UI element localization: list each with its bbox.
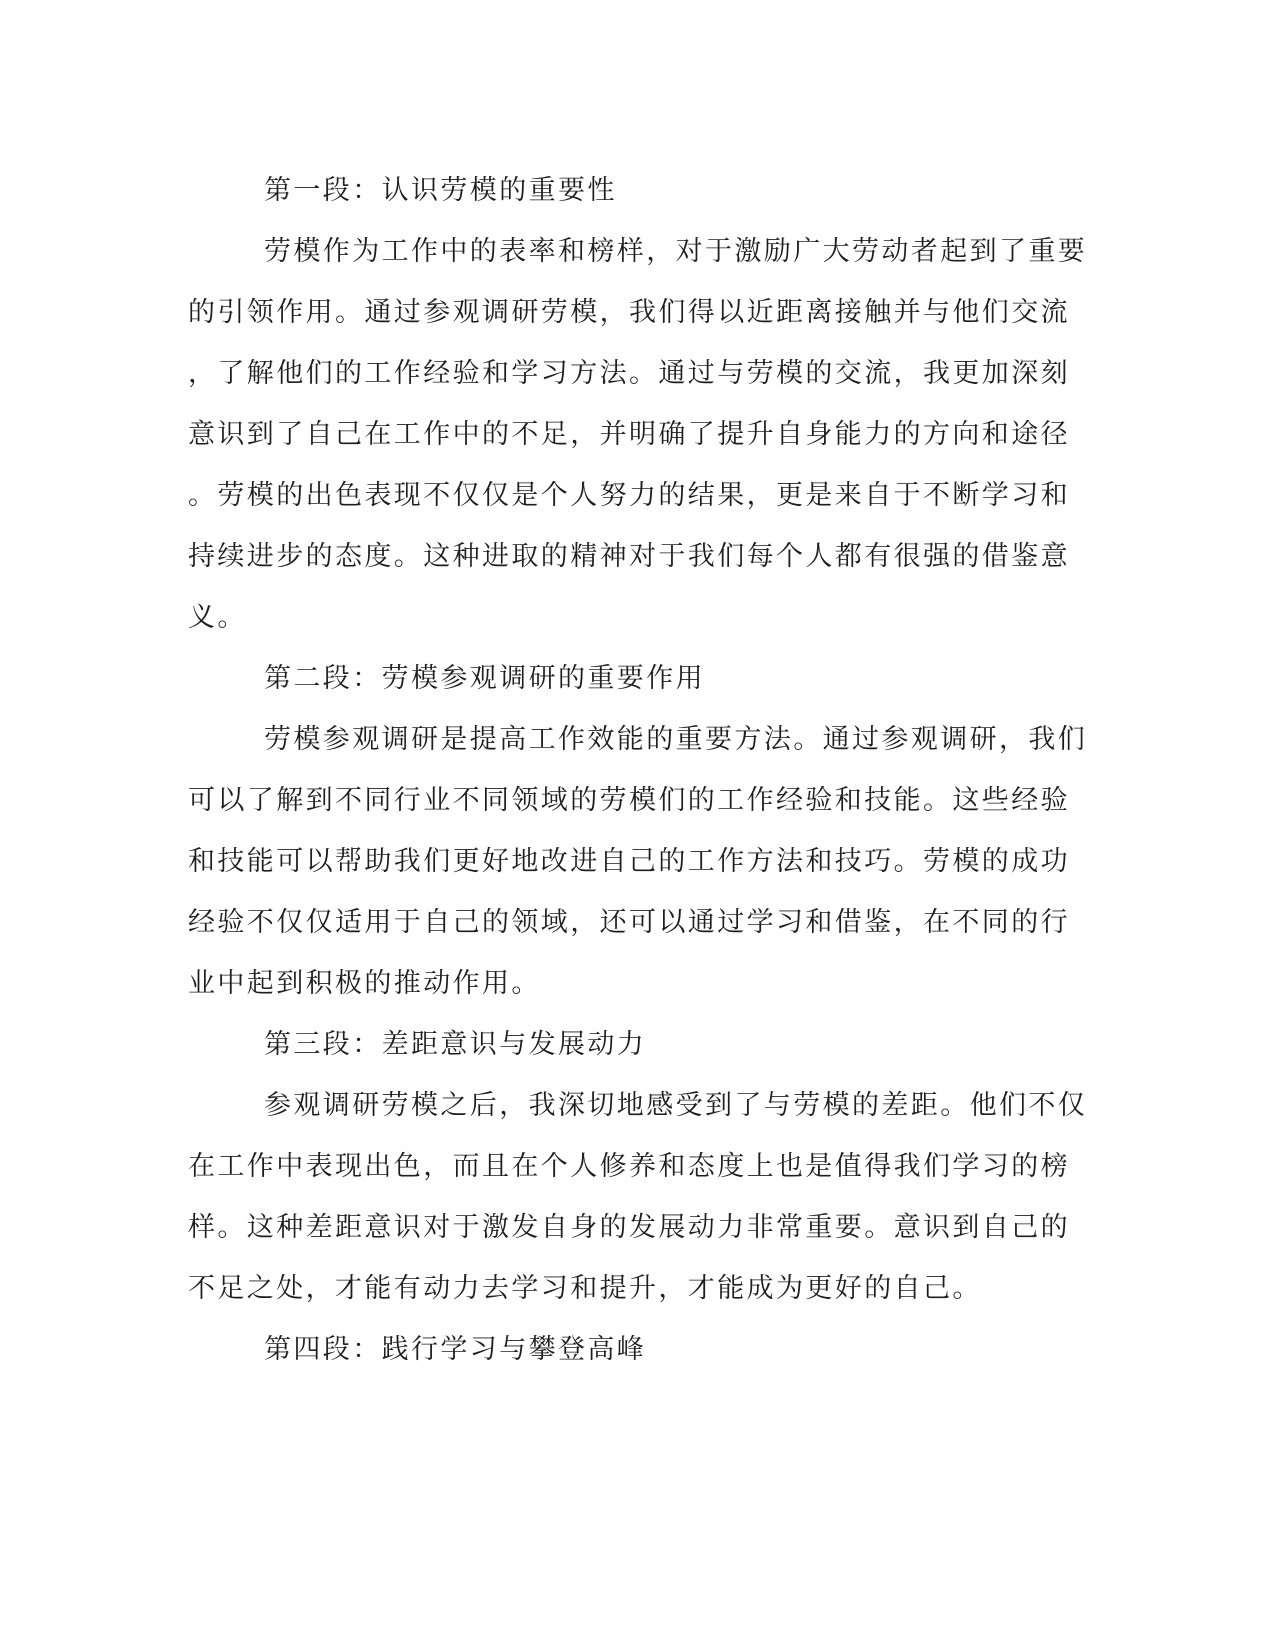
paragraph-line: 业中起到积极的推动作用。 — [188, 968, 541, 999]
section-heading-1: 第一段：认识劳模的重要性 — [264, 175, 617, 206]
paragraph-line: 的引领作用。通过参观调研劳模，我们得以近距离接触并与他们交流 — [188, 297, 1070, 328]
paragraph-line: 劳模参观调研是提高工作效能的重要方法。通过参观调研，我们 — [264, 724, 1088, 755]
paragraph-line: 样。这种差距意识对于激发自身的发展动力非常重要。意识到自己的 — [188, 1212, 1070, 1243]
paragraph-line: 不足之处，才能有动力去学习和提升，才能成为更好的自己。 — [188, 1273, 982, 1304]
paragraph-line: 在工作中表现出色，而且在个人修养和态度上也是值得我们学习的榜 — [188, 1151, 1070, 1182]
paragraph-line: ，了解他们的工作经验和学习方法。通过与劳模的交流，我更加深刻 — [188, 358, 1070, 389]
section-heading-3: 第三段：差距意识与发展动力 — [264, 1029, 647, 1060]
paragraph-line: 义。 — [188, 602, 247, 633]
paragraph-line: 持续进步的态度。这种进取的精神对于我们每个人都有很强的借鉴意 — [188, 541, 1070, 572]
paragraph-line: 意识到了自己在工作中的不足，并明确了提升自身能力的方向和途径 — [188, 419, 1070, 450]
paragraph-line: 参观调研劳模之后，我深切地感受到了与劳模的差距。他们不仅 — [264, 1090, 1088, 1121]
paragraph-line: 经验不仅仅适用于自己的领域，还可以通过学习和借鉴，在不同的行 — [188, 907, 1070, 938]
section-heading-4: 第四段：践行学习与攀登高峰 — [264, 1334, 647, 1365]
paragraph-line: 劳模作为工作中的表率和榜样，对于激励广大劳动者起到了重要 — [264, 236, 1088, 267]
paragraph-line: 和技能可以帮助我们更好地改进自己的工作方法和技巧。劳模的成功 — [188, 846, 1070, 877]
document-body — [188, 160, 1088, 1380]
paragraph-line: 。劳模的出色表现不仅仅是个人努力的结果，更是来自于不断学习和 — [188, 480, 1070, 511]
section-heading-2: 第二段：劳模参观调研的重要作用 — [264, 663, 705, 694]
paragraph-line: 可以了解到不同行业不同领域的劳模们的工作经验和技能。这些经验 — [188, 785, 1070, 816]
